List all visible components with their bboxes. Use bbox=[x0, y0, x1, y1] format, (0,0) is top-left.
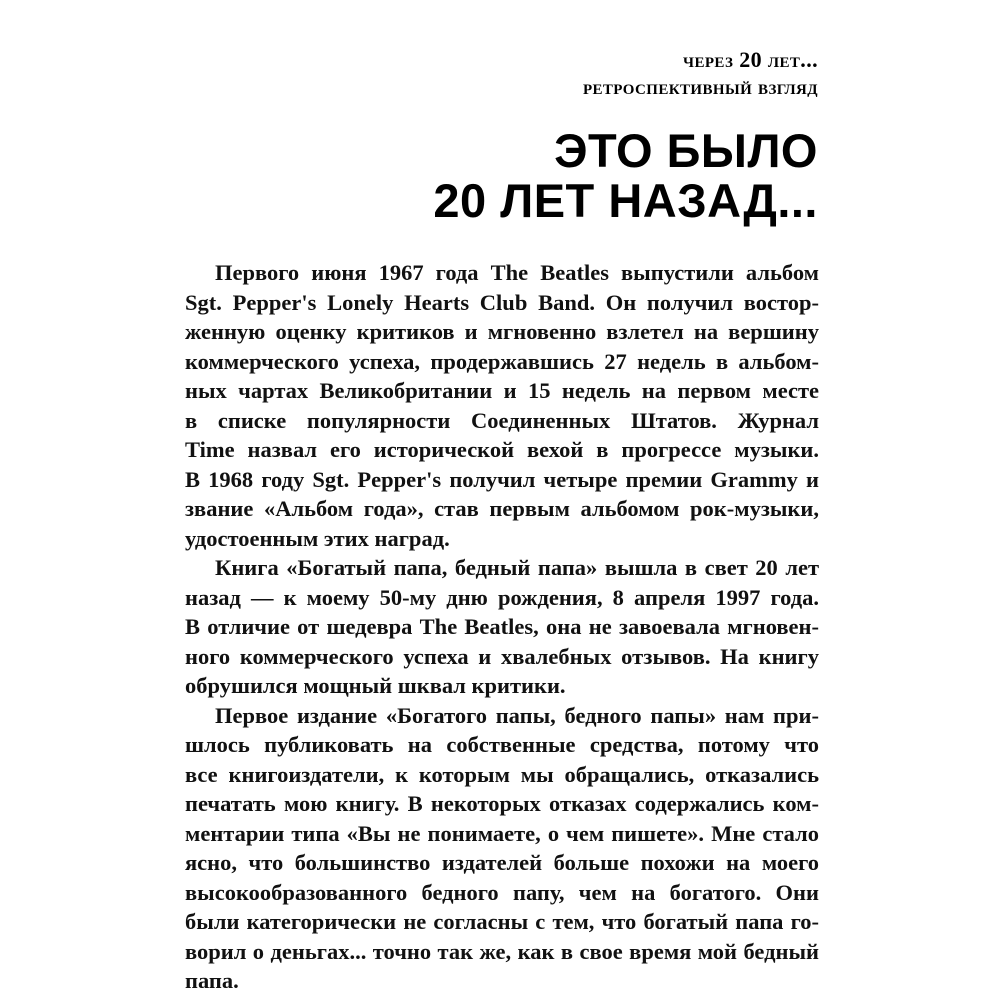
text-line: Первого июня 1967 года The Beatles выпустили альбом bbox=[215, 260, 819, 285]
text-line: ментарии типа «Вы не понимаете, о чем пишете». Мне стало bbox=[185, 820, 819, 846]
text-line: были категорически не согласны с тем, что богатый папа го- bbox=[185, 909, 819, 934]
chapter-eyebrow-line-1: через 20 лет... bbox=[683, 47, 818, 72]
text-line: удостоенным этих наград. bbox=[185, 525, 450, 551]
text-line: Первое издание «Богатого папы, бедного папы» нам при- bbox=[215, 702, 819, 728]
text-line: ных чартах Великобритании и 15 недель на первом месте bbox=[185, 378, 819, 403]
text-line: папа. bbox=[185, 968, 239, 993]
text-line: печатать мою книгу. В некоторых отказах содержались ком- bbox=[185, 791, 819, 816]
text-line: Time назвал его исторической вехой в прогрессе музыки. bbox=[185, 437, 819, 462]
text-line: В отличие от шедевра The Beatles, она не завоевала мгновен- bbox=[185, 614, 819, 639]
text-line: обрушился мощный шквал критики. bbox=[185, 673, 566, 698]
text-line: В 1968 году Sgt. Pepper's получил четыре премии Grammy и bbox=[185, 466, 819, 492]
text-line: Sgt. Pepper's Lonely Hearts Club Band. Он получил востор- bbox=[185, 289, 819, 315]
chapter-header bbox=[185, 46, 818, 257]
text-line: коммерческого успеха, продержавшись 27 недель в альбом- bbox=[185, 348, 819, 374]
chapter-title bbox=[185, 126, 818, 226]
paragraph bbox=[185, 701, 819, 996]
chapter-eyebrow-line-2: ретроспективный взгляд bbox=[582, 74, 818, 99]
text-line: женную оценку критиков и мгновенно взлетел на вершину bbox=[185, 319, 819, 344]
text-line: все книгоиздатели, к которым мы обращались, отказались bbox=[185, 761, 819, 787]
chapter-title-line-1: ЭТО БЫЛО bbox=[554, 124, 818, 177]
text-line: назад — к моему 50-му дню рождения, 8 апреля 1997 года. bbox=[185, 584, 819, 610]
paragraph bbox=[185, 258, 819, 553]
text-line: ясно, что большинство издателей больше похожи на моего bbox=[185, 850, 819, 875]
text-line: Книга «Богатый папа, бедный папа» вышла в свет 20 лет bbox=[215, 555, 819, 580]
text-line: звание «Альбом года», став первым альбомом рок-музыки, bbox=[185, 496, 819, 521]
text-line: ворил о деньгах... точно так же, как в свое время мой бедный bbox=[185, 938, 819, 964]
text-line: высокообразованного бедного папу, чем на богатого. Они bbox=[185, 879, 819, 905]
body-text-column bbox=[185, 258, 819, 996]
paragraph bbox=[185, 553, 819, 701]
text-line: ного коммерческого успеха и хвалебных отзывов. На книгу bbox=[185, 643, 819, 669]
chapter-title-line-2: 20 ЛЕТ НАЗАД... bbox=[433, 174, 818, 227]
text-line: шлось публиковать на собственные средства, потому что bbox=[185, 732, 819, 757]
text-line: в списке популярности Соединенных Штатов. Журнал bbox=[185, 407, 819, 433]
